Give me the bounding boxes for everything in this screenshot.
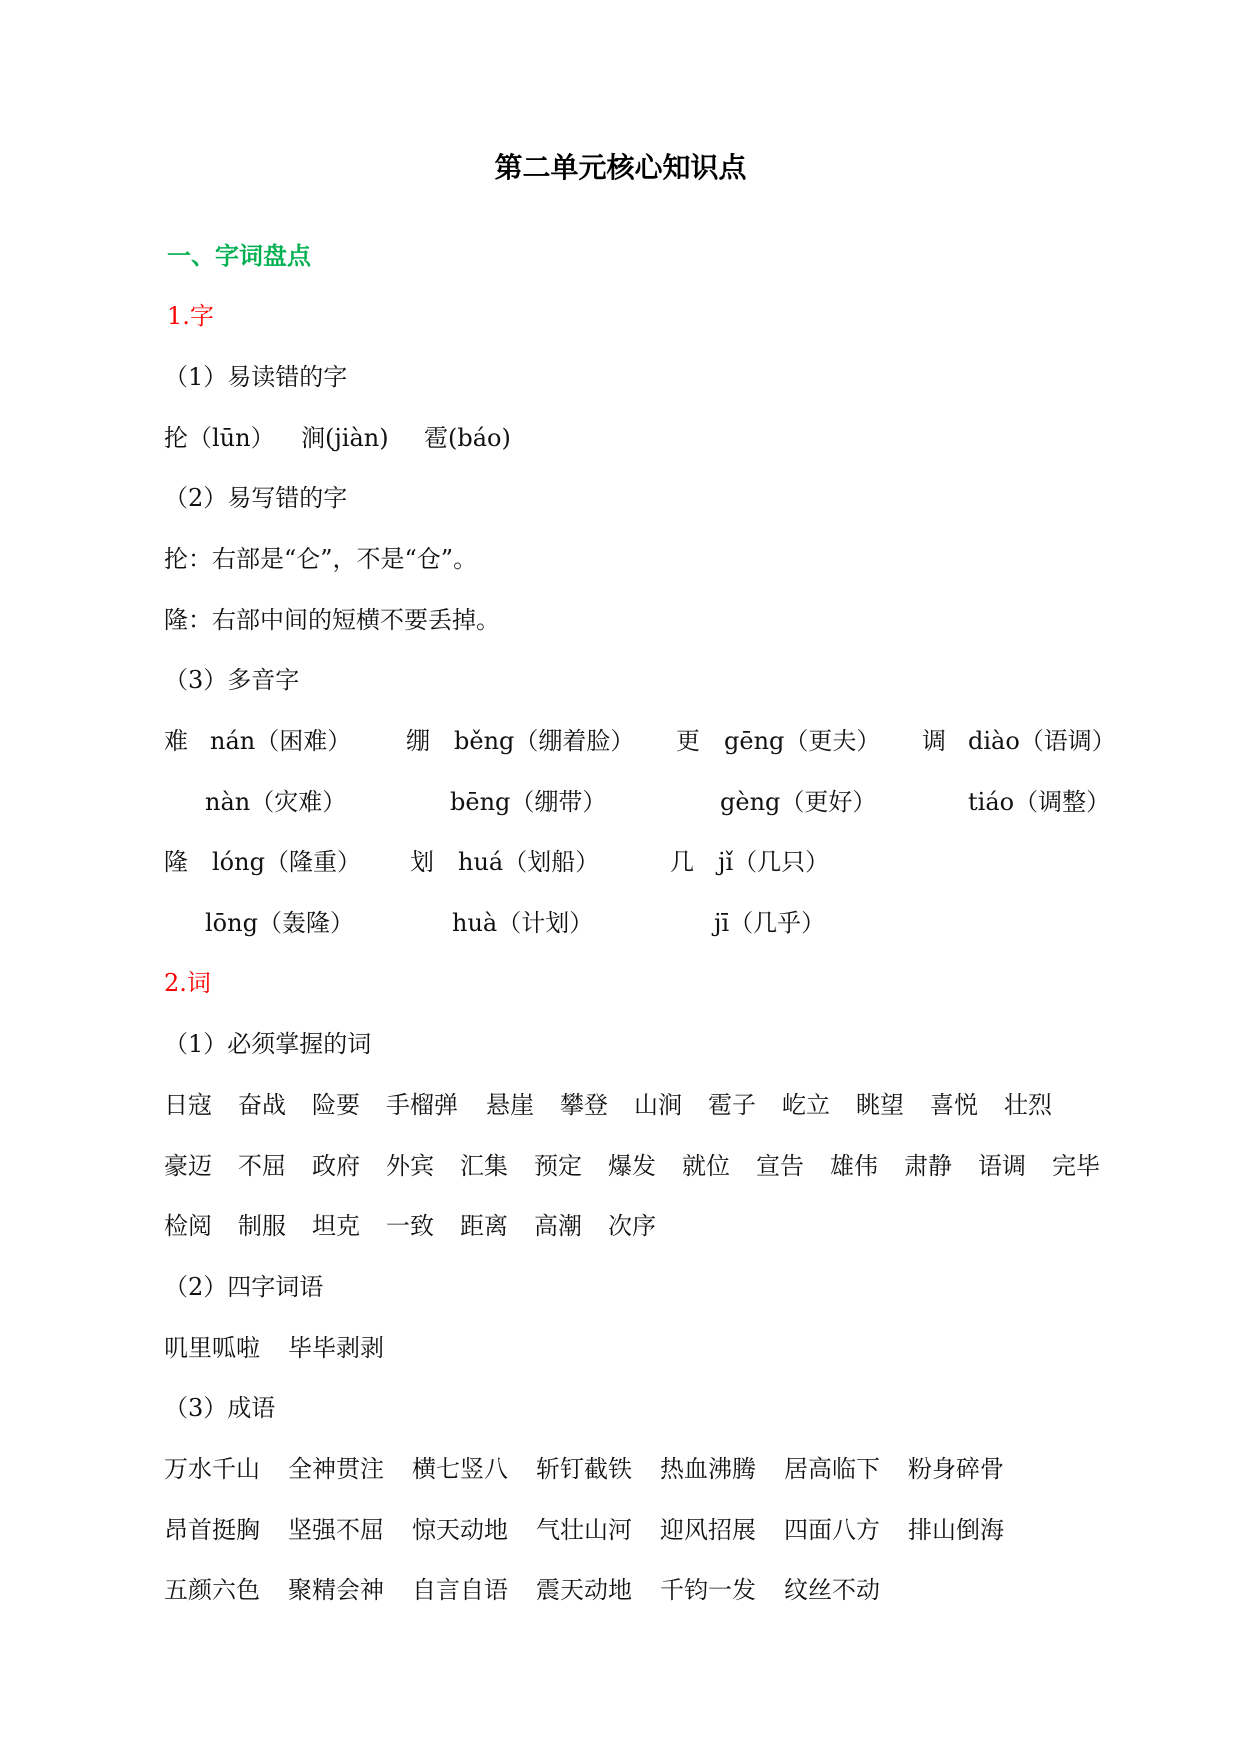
polyphonic-char: 调: [922, 727, 946, 755]
miswrite-line: 隆：右部中间的短横不要丢掉。: [164, 606, 500, 634]
idioms-label: （3）成语: [164, 1394, 276, 1422]
word: 手榴弹: [386, 1091, 458, 1119]
word: 汇集: [460, 1152, 508, 1180]
polyphonic-reading: huá（划船）: [458, 848, 600, 876]
section-heading: 一、字词盘点: [167, 242, 311, 270]
word: 叽里呱啦: [164, 1334, 260, 1362]
word-row: [164, 1150, 1126, 1182]
word-row: [164, 1210, 682, 1242]
idiom: 气壮山河: [536, 1516, 632, 1544]
idiom: 迎风招展: [660, 1516, 756, 1544]
must-master-label: （1）必须掌握的词: [164, 1030, 372, 1058]
word: 险要: [312, 1091, 360, 1119]
polyphonic-reading: jī（几乎）: [714, 909, 826, 937]
word-row: [164, 1332, 412, 1364]
idiom: 热血沸腾: [660, 1455, 756, 1483]
word: 豪迈: [164, 1152, 212, 1180]
polyphonic-reading: gēng（更夫）: [724, 727, 881, 755]
polyphonic-reading: lōng（轰隆）: [205, 909, 354, 937]
word: 爆发: [608, 1152, 656, 1180]
idiom: 聚精会神: [288, 1576, 384, 1604]
polyphonic-char: 隆: [164, 848, 188, 876]
polyphonic-char: 几: [670, 848, 694, 876]
word: 奋战: [238, 1091, 286, 1119]
idiom: 粉身碎骨: [908, 1455, 1004, 1483]
idiom: 全神贯注: [288, 1455, 384, 1483]
miswrite-label: （2）易写错的字: [164, 484, 348, 512]
subsection-heading-words: 2.词: [164, 969, 211, 997]
page-title: 第二单元核心知识点: [494, 151, 747, 184]
idiom: 千钧一发: [660, 1576, 756, 1604]
word: 检阅: [164, 1212, 212, 1240]
word: 语调: [978, 1152, 1026, 1180]
word: 制服: [238, 1212, 286, 1240]
misread-item: 抡（lūn）: [164, 424, 275, 452]
word: 壮烈: [1004, 1091, 1052, 1119]
word: 一致: [386, 1212, 434, 1240]
idiom: 震天动地: [536, 1576, 632, 1604]
idiom-row: [164, 1574, 908, 1606]
idiom: 万水千山: [164, 1455, 260, 1483]
word: 毕毕剥剥: [288, 1334, 384, 1362]
word: 眺望: [856, 1091, 904, 1119]
subsection-heading-chars: 1.字: [167, 302, 214, 330]
misread-item: 涧(jiàn): [301, 424, 389, 452]
word: 预定: [534, 1152, 582, 1180]
polyphonic-reading: jǐ（几只）: [718, 848, 830, 876]
polyphonic-reading: nàn（灾难）: [205, 788, 347, 816]
polyphonic-reading: diào（语调）: [968, 727, 1116, 755]
idiom: 斩钉截铁: [536, 1455, 632, 1483]
idiom: 纹丝不动: [784, 1576, 880, 1604]
miswrite-line: 抡：右部是“仑”，不是“仓”。: [164, 545, 478, 573]
polyphonic-reading: lóng（隆重）: [212, 848, 361, 876]
word-row: [164, 1089, 1078, 1121]
word: 就位: [682, 1152, 730, 1180]
word: 屹立: [782, 1091, 830, 1119]
polyphonic-char: 划: [410, 848, 434, 876]
polyphonic-reading: huà（计划）: [452, 909, 594, 937]
word: 山涧: [634, 1091, 682, 1119]
idiom: 五颜六色: [164, 1576, 260, 1604]
word: 高潮: [534, 1212, 582, 1240]
word: 雹子: [708, 1091, 756, 1119]
misread-item: 雹(báo): [424, 424, 511, 452]
idiom: 自言自语: [412, 1576, 508, 1604]
word: 次序: [608, 1212, 656, 1240]
word: 完毕: [1052, 1152, 1100, 1180]
idiom-row: [164, 1453, 1032, 1485]
word: 宣告: [756, 1152, 804, 1180]
word: 雄伟: [830, 1152, 878, 1180]
word: 政府: [312, 1152, 360, 1180]
word: 不屈: [238, 1152, 286, 1180]
word: 攀登: [560, 1091, 608, 1119]
four-char-label: （2）四字词语: [164, 1273, 324, 1301]
polyphonic-label: （3）多音字: [164, 666, 300, 694]
word: 坦克: [312, 1212, 360, 1240]
polyphonic-char: 更: [676, 727, 700, 755]
word: 悬崖: [486, 1091, 534, 1119]
polyphonic-reading: gèng（更好）: [720, 788, 877, 816]
idiom: 惊天动地: [412, 1516, 508, 1544]
idiom: 昂首挺胸: [164, 1516, 260, 1544]
word: 距离: [460, 1212, 508, 1240]
polyphonic-reading: nán（困难）: [210, 727, 352, 755]
idiom-row: [164, 1514, 1032, 1546]
polyphonic-char: 难: [164, 727, 188, 755]
word: 日寇: [164, 1091, 212, 1119]
polyphonic-reading: běng（绷着脸）: [454, 727, 635, 755]
idiom: 四面八方: [784, 1516, 880, 1544]
idiom: 坚强不屈: [288, 1516, 384, 1544]
word: 喜悦: [930, 1091, 978, 1119]
idiom: 横七竖八: [412, 1455, 508, 1483]
word: 肃静: [904, 1152, 952, 1180]
idiom: 排山倒海: [908, 1516, 1004, 1544]
polyphonic-reading: tiáo（调整）: [968, 788, 1111, 816]
idiom: 居高临下: [784, 1455, 880, 1483]
polyphonic-char: 绷: [406, 727, 430, 755]
polyphonic-reading: bēng（绷带）: [450, 788, 607, 816]
misread-label: （1）易读错的字: [164, 363, 348, 391]
word: 外宾: [386, 1152, 434, 1180]
